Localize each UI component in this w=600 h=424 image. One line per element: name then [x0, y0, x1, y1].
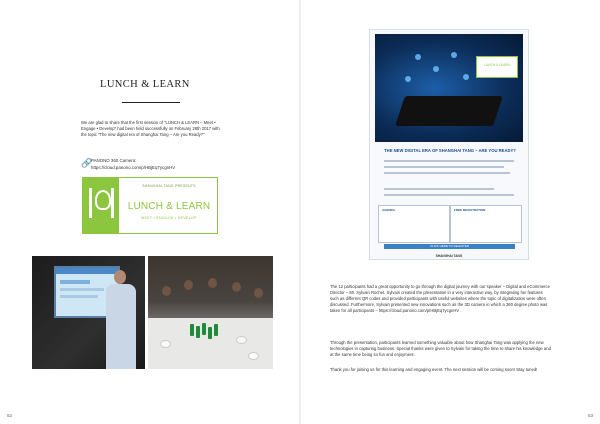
presenter-body: [106, 284, 136, 369]
presenter-photo: [32, 256, 145, 369]
intro-paragraph: We are glad to share that the first session of "LUNCH & LEARN – Meet • Engage • Develop" had been held successfully on February 28th 2017 with the topic "The new digital era of Shanghai Tang – Are you Ready?": [81, 120, 220, 137]
camera-link-block: [81, 157, 231, 173]
poster-headline: THE NEW DIGITAL ERA OF SHANGHAI TANG – ARE YOU READY?: [384, 148, 516, 153]
event-poster: [369, 29, 529, 260]
page-title: LUNCH & LEARN: [100, 79, 190, 90]
body-paragraph-2: Through the presentation, participants learned something valuable about how Shanghai Tang was applying the new technologies in capturing business. Special thanks were given to Sylvain for taking the time to share his knowledge and at the same time being so fun and enjoyment.: [330, 340, 551, 357]
page-number-left: 52: [7, 413, 13, 418]
body-paragraph-3: Thank you for joining us for this learning and engaging event. The next session will be coming soon! Stay tuned!: [330, 367, 538, 372]
knife-icon: [111, 188, 114, 218]
camera-url-link[interactable]: https://cloud.panono.com/p/HBjEq7ycgnHV: [91, 165, 176, 170]
link-icon: 🔗: [81, 158, 93, 168]
body-paragraph-1: The 12 participants had a great opportunity to go through the digital journey with our speaker – Digital and eCommerce Director – Mr. Sylvain Rochet. Sylvain created the presentation in a very interactive way, by integrating fun features such as different QR codes and provided participants with useful websites where the topic of digitalization were often discussed. Furthermore, Sylvain presented new innovations such as the 3D camera in which a 360 degree photo was taken for all participants – https://cloud.panono.com/p/HBjEq7ycgnHV .: [330, 284, 550, 313]
page-gutter: [299, 0, 301, 424]
fork-icon: [89, 188, 92, 218]
lunch-learn-badge: [82, 177, 218, 234]
badge-kicker: SHANGHAI TANG PRESENTS: [142, 184, 196, 188]
poster-registration-box: FREE REGISTRATION: [450, 205, 522, 243]
lightbulb-icon: [95, 190, 111, 210]
poster-mini-badge: LUNCH & LEARN: [476, 56, 518, 78]
page-number-right: 53: [588, 413, 594, 418]
poster-agenda-box: AGENDA: [378, 205, 450, 243]
poster-footer-logo: SHANGHAI TANG: [435, 254, 463, 258]
camera-label: PANONO 360 Camera:: [91, 158, 137, 163]
badge-title: LUNCH & LEARN: [127, 201, 211, 212]
presenter-head: [114, 270, 126, 284]
poster-hero-image: [375, 34, 523, 142]
tablet-graphic: [395, 96, 503, 126]
title-divider: [122, 102, 180, 103]
participants-photo: [148, 256, 273, 369]
badge-subtitle: MEET • ENGAGE • DEVELOP: [141, 216, 197, 220]
badge-artwork: [83, 178, 119, 233]
poster-register-button: CLICK HERE TO REGISTER: [384, 244, 515, 249]
